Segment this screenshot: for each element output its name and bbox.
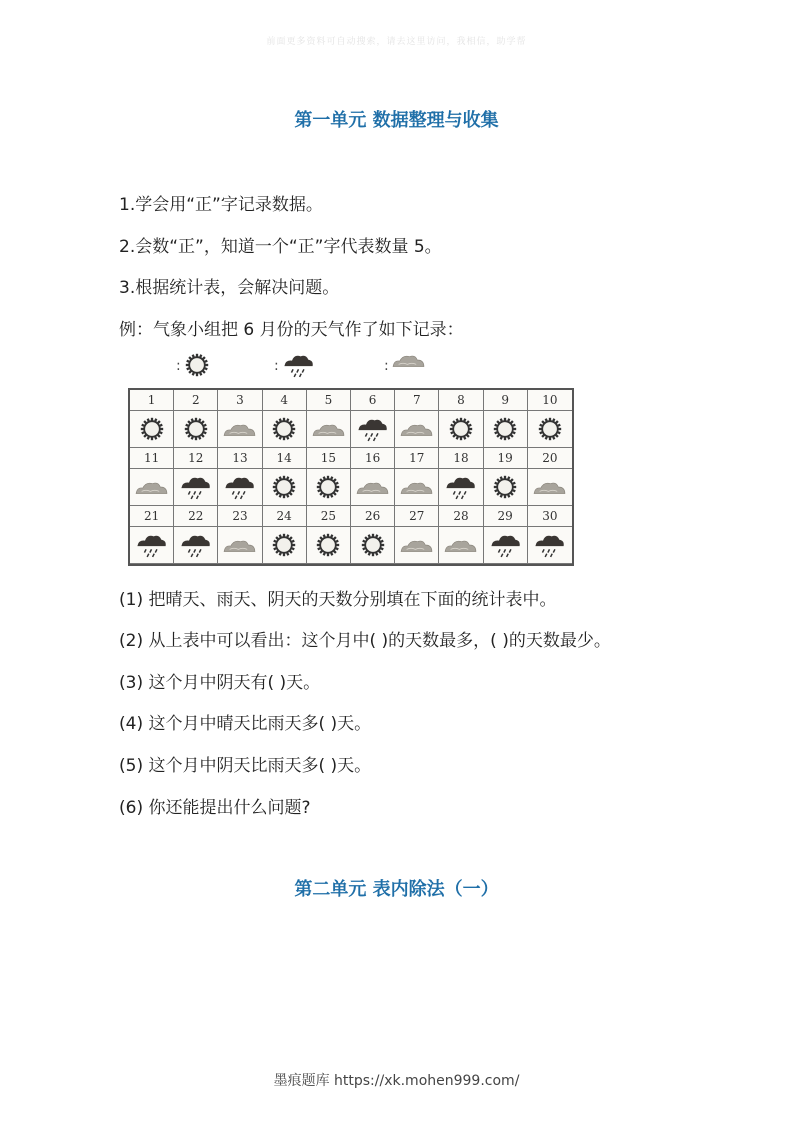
rainy-icon — [174, 469, 218, 506]
day-number-cell: 6 — [351, 390, 395, 411]
sunny-icon — [263, 469, 307, 506]
day-number-cell: 23 — [218, 506, 262, 527]
day-number-cell: 27 — [395, 506, 439, 527]
sunny-icon — [484, 411, 528, 448]
day-number-cell: 25 — [307, 506, 351, 527]
page-watermark: 前面更多资料可自动搜索，请去这里访问，我相信，助学帮 — [266, 37, 527, 47]
day-number-cell: 8 — [439, 390, 483, 411]
day-number-cell: 5 — [307, 390, 351, 411]
day-number-cell: 26 — [351, 506, 395, 527]
sunny-icon — [307, 469, 351, 506]
day-number-cell: 18 — [439, 448, 483, 469]
sunny-icon — [307, 527, 351, 564]
cloudy-icon — [351, 469, 395, 506]
question-6: (6) 你还能提出什么问题? — [119, 798, 311, 818]
day-number-cell: 9 — [484, 390, 528, 411]
weather-legend — [172, 350, 472, 384]
sunny-icon — [439, 411, 483, 448]
day-number-cell: 3 — [218, 390, 262, 411]
day-number-cell: 10 — [528, 390, 572, 411]
question-1: (1) 把晴天、雨天、阴天的天数分别填在下面的统计表中。 — [119, 590, 557, 610]
example-intro: 例：气象小组把 6 月份的天气作了如下记录： — [119, 320, 464, 340]
day-number-cell: 4 — [263, 390, 307, 411]
day-number-cell: 2 — [174, 390, 218, 411]
rainy-icon — [351, 411, 395, 448]
rainy-icon — [484, 527, 528, 564]
day-number-cell: 20 — [528, 448, 572, 469]
sunny-icon — [263, 411, 307, 448]
sunny-icon — [351, 527, 395, 564]
question-2: (2) 从上表中可以看出：这个月中( )的天数最多，( )的天数最少。 — [119, 631, 611, 651]
day-number-cell: 30 — [528, 506, 572, 527]
unit2-title: 第二单元 表内除法（一） — [294, 879, 499, 900]
cloudy-icon — [130, 469, 174, 506]
day-number-cell: 7 — [395, 390, 439, 411]
legend-colon-rainy: : — [274, 358, 279, 374]
day-number-cell: 28 — [439, 506, 483, 527]
page-footer: 墨痕题库 https://xk.mohen999.com/ — [273, 1073, 520, 1089]
sunny-icon — [174, 411, 218, 448]
day-number-cell: 14 — [263, 448, 307, 469]
rainy-icon — [130, 527, 174, 564]
cloudy-icon — [307, 411, 351, 448]
cloudy-icon — [218, 527, 262, 564]
day-number-cell: 1 — [130, 390, 174, 411]
cloudy-icon — [218, 411, 262, 448]
day-number-cell: 24 — [263, 506, 307, 527]
question-5: (5) 这个月中阴天比雨天多( )天。 — [119, 756, 372, 776]
objective-3: 3.根据统计表，会解决问题。 — [119, 278, 340, 298]
unit1-title: 第一单元 数据整理与收集 — [294, 110, 499, 131]
rainy-icon — [282, 352, 315, 378]
day-number-cell: 16 — [351, 448, 395, 469]
day-number-cell: 12 — [174, 448, 218, 469]
cloudy-icon — [439, 527, 483, 564]
rainy-icon — [528, 527, 572, 564]
objective-2: 2.会数“正”，知道一个“正”字代表数量 5。 — [119, 237, 442, 257]
day-number-cell: 19 — [484, 448, 528, 469]
sunny-icon — [528, 411, 572, 448]
objective-1: 1.学会用“正”字记录数据。 — [119, 195, 323, 215]
day-number-cell: 11 — [130, 448, 174, 469]
cloudy-icon — [395, 527, 439, 564]
question-4: (4) 这个月中晴天比雨天多( )天。 — [119, 714, 372, 734]
day-number-cell: 21 — [130, 506, 174, 527]
day-number-cell: 22 — [174, 506, 218, 527]
day-number-cell: 13 — [218, 448, 262, 469]
cloudy-icon — [395, 411, 439, 448]
sunny-icon — [184, 352, 210, 378]
legend-colon-cloudy: : — [384, 358, 389, 374]
cloudy-icon — [395, 469, 439, 506]
cloudy-icon — [392, 352, 425, 368]
rainy-icon — [174, 527, 218, 564]
cloudy-icon — [528, 469, 572, 506]
rainy-icon — [218, 469, 262, 506]
day-number-cell: 17 — [395, 448, 439, 469]
day-number-cell: 15 — [307, 448, 351, 469]
sunny-icon — [130, 411, 174, 448]
sunny-icon — [263, 527, 307, 564]
legend-colon-sunny: : — [176, 358, 181, 374]
question-3: (3) 这个月中阴天有( )天。 — [119, 673, 321, 693]
day-number-cell: 29 — [484, 506, 528, 527]
rainy-icon — [439, 469, 483, 506]
sunny-icon — [484, 469, 528, 506]
weather-record-table — [128, 388, 574, 566]
